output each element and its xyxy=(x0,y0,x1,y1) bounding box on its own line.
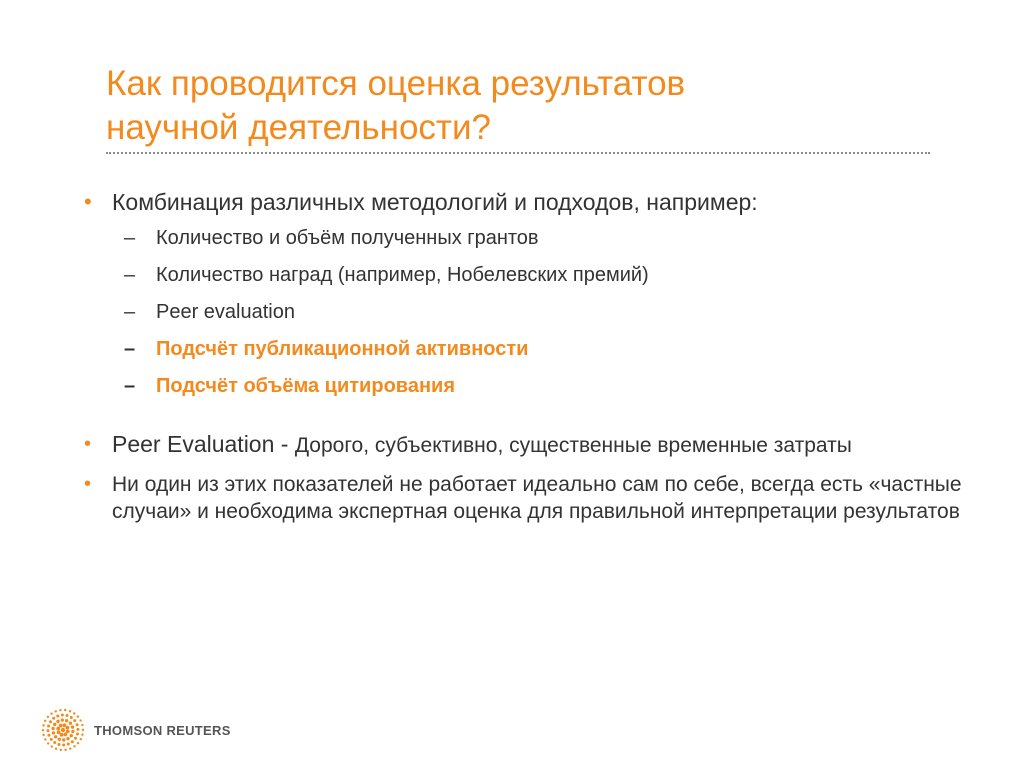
logo-dot xyxy=(42,729,44,731)
logo-dot xyxy=(70,716,73,719)
logo-dot xyxy=(56,720,59,723)
logo-dot xyxy=(71,740,74,743)
logo-dot xyxy=(64,749,66,751)
logo-dot xyxy=(52,717,55,720)
logo-dot xyxy=(76,733,79,736)
logo-dot xyxy=(60,749,62,751)
logo-dot xyxy=(77,715,79,717)
logo-dot xyxy=(74,737,77,740)
logo-dot xyxy=(44,720,46,722)
sub-item-text: Количество наград (например, Нобелевских премий) xyxy=(156,264,649,286)
logo-dot xyxy=(57,730,61,734)
logo-dot xyxy=(50,738,53,741)
logo-dot xyxy=(69,747,71,749)
logo-dot xyxy=(81,733,83,735)
thomson-reuters-dot-sphere-icon xyxy=(40,707,86,753)
logo-dot xyxy=(49,720,52,723)
logo-dot xyxy=(59,709,61,711)
bullet-marker: • xyxy=(84,473,92,495)
logo-dot xyxy=(42,724,44,726)
logo-dot xyxy=(63,733,67,737)
logo-dot xyxy=(59,724,63,728)
logo-dot xyxy=(47,742,49,744)
logo-dot xyxy=(42,734,44,736)
logo-dot xyxy=(76,728,79,731)
logo-dot xyxy=(77,742,79,744)
sub-list xyxy=(112,226,984,411)
dash-marker: – xyxy=(124,264,136,286)
logo-dot xyxy=(61,718,64,721)
slide-title xyxy=(106,62,926,150)
sub-item-text: Подсчёт объёма цитирования xyxy=(156,375,455,397)
sub-item-text: Подсчёт публикационной активности xyxy=(156,338,529,360)
logo-dot xyxy=(71,725,74,728)
bullet-text: Дорого, субъективно, существенные временные затраты xyxy=(294,434,852,457)
logo-dot xyxy=(56,714,59,717)
logo-dot xyxy=(62,743,65,746)
logo-dot xyxy=(47,716,49,718)
dash-marker: – xyxy=(124,301,136,323)
bullet-methodologies xyxy=(84,186,984,411)
logo-dot xyxy=(73,745,75,747)
logo-dot xyxy=(71,730,74,733)
logo-dot xyxy=(44,738,46,740)
bullet-marker: • xyxy=(84,433,92,455)
logo-dot xyxy=(57,743,60,746)
logo-dot xyxy=(63,723,67,727)
logo-dot xyxy=(65,719,68,722)
logo-dot xyxy=(76,723,79,726)
sub-item-text: Количество и объём полученных грантов xyxy=(156,227,539,249)
logo-dot xyxy=(73,712,75,714)
logo-dot xyxy=(55,748,57,750)
logo-dot xyxy=(47,729,50,732)
logo-dot xyxy=(70,734,73,737)
logo-dot xyxy=(54,735,57,738)
logo-text: THOMSON REUTERS xyxy=(94,722,231,738)
logo-dot xyxy=(47,734,50,737)
logo-dot xyxy=(82,729,84,731)
logo-dot xyxy=(60,733,64,737)
logo-dot xyxy=(50,712,52,714)
slide-title-line-1: Как проводится оценка результатов xyxy=(106,64,686,103)
logo-dot xyxy=(73,719,76,722)
logo-dot xyxy=(66,730,70,734)
bullet-lead-text: Peer Evaluation - xyxy=(112,431,295,457)
sub-item-citation-volume xyxy=(112,374,984,411)
logo-dot xyxy=(79,719,81,721)
sub-item-publication-activity xyxy=(112,337,984,374)
sub-item-grants xyxy=(112,226,984,263)
logo-dot xyxy=(80,738,82,740)
dash-marker: – xyxy=(124,227,136,249)
logo-dot xyxy=(64,709,66,711)
logo-dot xyxy=(61,714,64,717)
sub-item-peer-evaluation xyxy=(112,300,984,337)
logo-dot xyxy=(69,722,72,725)
logo-dot xyxy=(47,724,50,727)
slide-title-line-2: научной деятельности? xyxy=(106,108,491,147)
logo-dot xyxy=(53,723,56,726)
logo-dot xyxy=(81,724,83,726)
logo-dot xyxy=(53,741,56,744)
dash-marker: – xyxy=(124,375,136,397)
slide-body xyxy=(84,186,984,525)
footer-logo xyxy=(40,706,231,754)
logo-dot xyxy=(67,743,70,746)
logo-dot xyxy=(58,738,61,741)
logo-dot xyxy=(52,731,55,734)
logo-dot xyxy=(66,737,69,740)
logo-dot xyxy=(56,727,60,731)
dash-marker: – xyxy=(124,338,136,360)
sub-item-awards xyxy=(112,263,984,300)
logo-dot xyxy=(66,714,69,717)
logo-dot xyxy=(51,745,53,747)
logo-dot xyxy=(51,727,54,730)
title-divider xyxy=(106,152,930,154)
logo-dot xyxy=(62,738,65,741)
logo-dot xyxy=(66,726,70,730)
logo-dot xyxy=(61,728,65,732)
logo-dot xyxy=(69,710,71,712)
logo-dot xyxy=(55,710,57,712)
bullet-no-ideal-metric xyxy=(84,471,984,525)
bullet-marker: • xyxy=(84,189,92,214)
sub-item-text: Peer evaluation xyxy=(156,301,295,323)
bullet-text: Комбинация различных методологий и подходов, например: xyxy=(112,189,758,215)
bullet-peer-evaluation xyxy=(84,431,984,459)
bullet-text: Ни один из этих показателей не работает идеально сам по себе, всегда есть «частные случаи» и необходима экспертная оценка для правильной интерпретации результатов xyxy=(112,473,962,523)
